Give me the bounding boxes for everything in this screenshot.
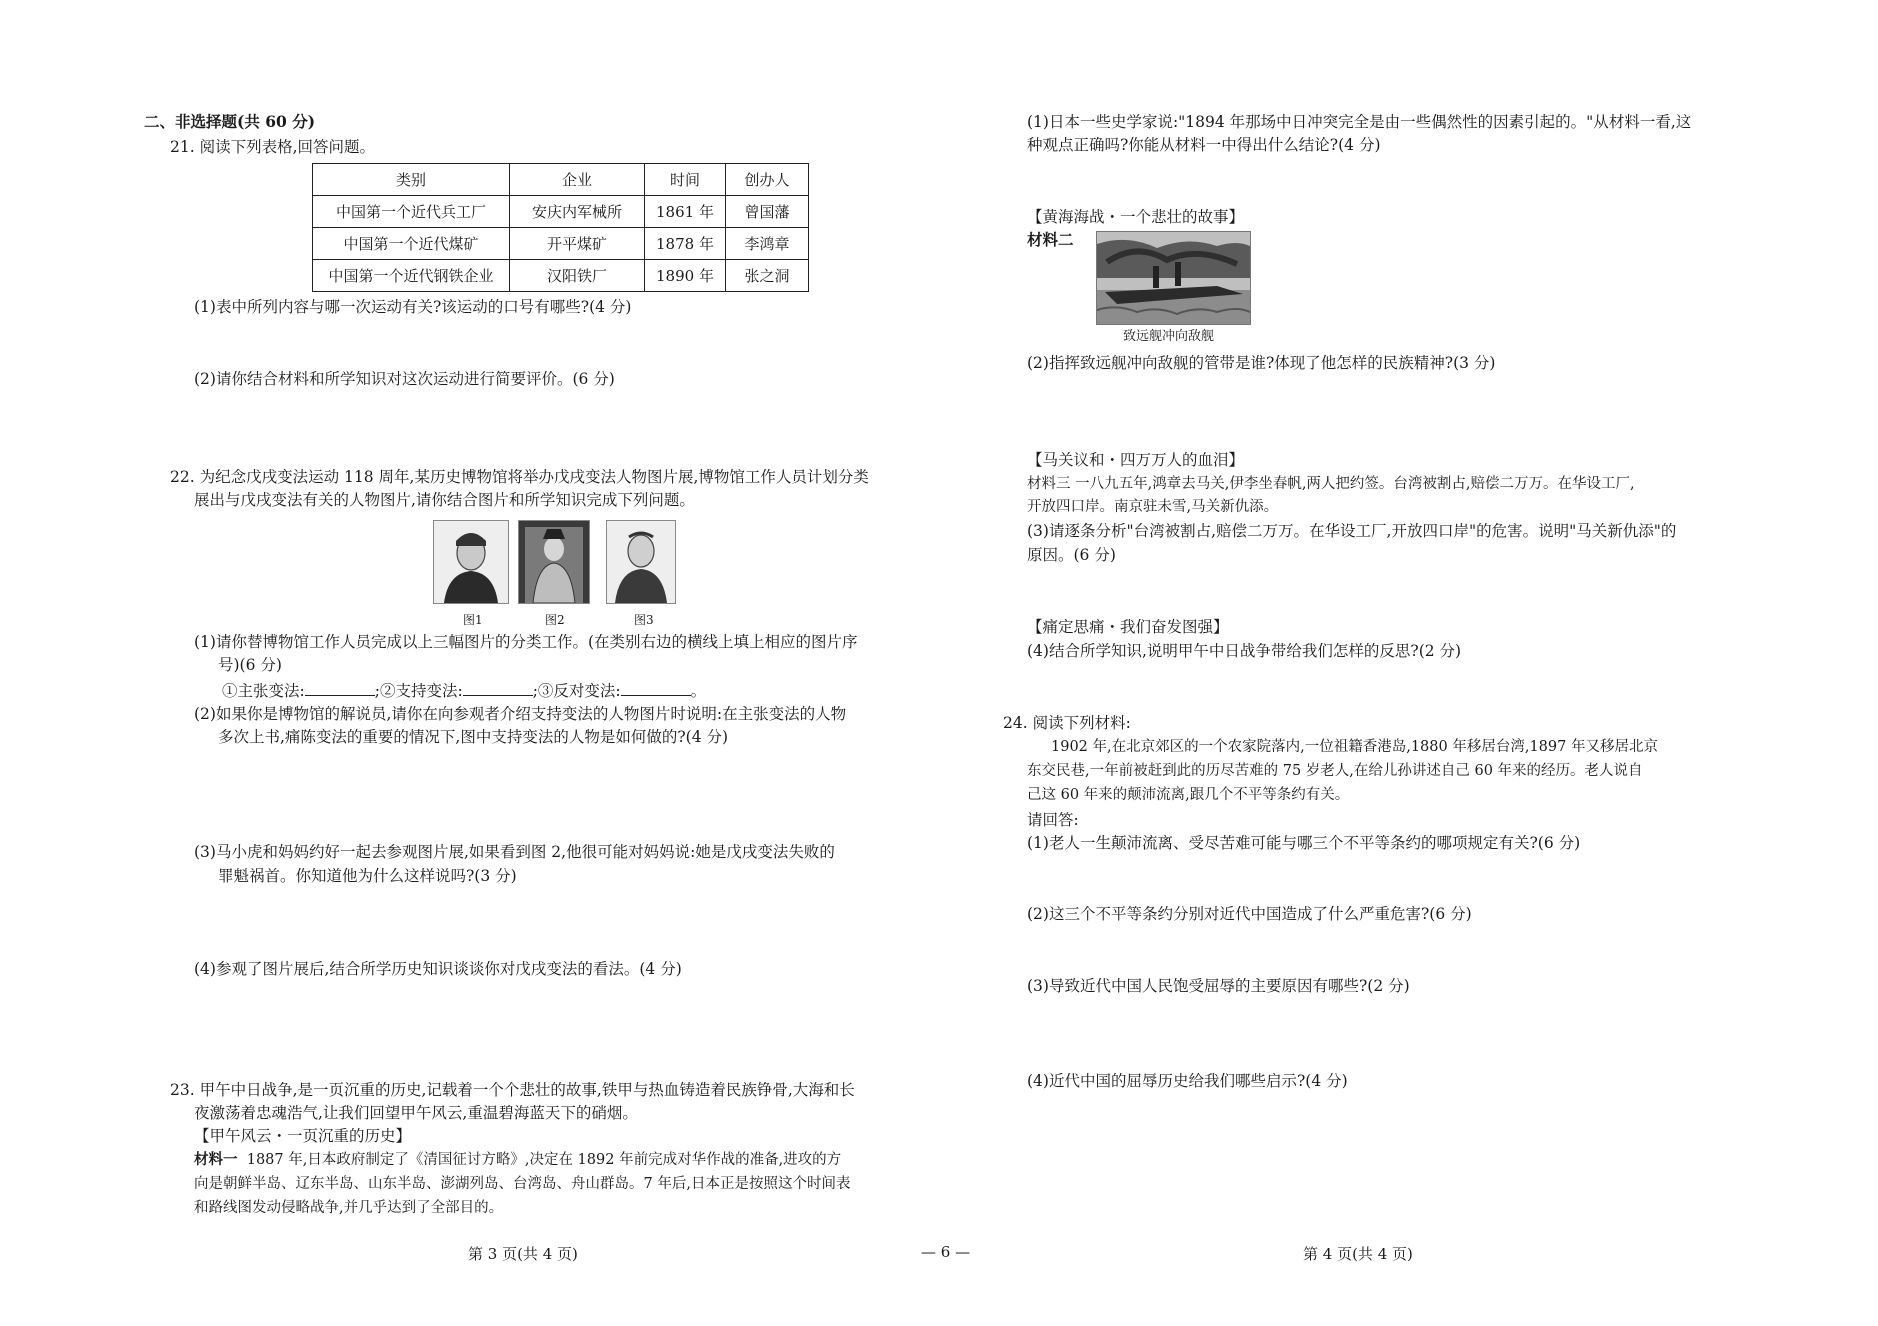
q24-stem: 24. 阅读下列材料: — [1003, 714, 1131, 732]
table-cell: 1890 年 — [645, 260, 726, 292]
blank-end: 。 — [690, 682, 707, 700]
section-title: 二、非选择题(共 60 分) — [144, 112, 316, 131]
q23-material1-line2: 向是朝鲜半岛、辽东半岛、山东半岛、澎湖列岛、台湾岛、舟山群岛。7 年后,日本正是按照这个时间表 — [194, 1176, 851, 1192]
q24-material-line1: 1902 年,在北京郊区的一个农家院落内,一位祖籍香港岛,1880 年移居台湾,1897 年又移居北京 — [1051, 739, 1658, 755]
answer-blank-3[interactable] — [621, 680, 691, 696]
table-cell: 中国第一个近代兵工厂 — [313, 196, 510, 228]
q23-line1: 23. 甲午中日战争,是一页沉重的历史,记载着一个个悲壮的故事,铁甲与热血铸造着民族铮骨,大海和长 — [170, 1081, 855, 1099]
material2-ship-image — [1096, 231, 1251, 325]
material2-caption: 致远舰冲向敌舰 — [1123, 329, 1215, 344]
q21-table — [312, 163, 809, 292]
q21-stem: 21. 阅读下列表格,回答问题。 — [170, 138, 376, 156]
table-cell: 李鸿章 — [726, 228, 809, 260]
q24-sub2: (2)这三个不平等条约分别对近代中国造成了什么严重危害?(6 分) — [1027, 905, 1472, 923]
material3-line1: 材料三 一八九五年,鸿章去马关,伊李坐春帆,两人把约签。台湾被割占,赔偿二万万。在华设工厂, — [1027, 476, 1635, 492]
q22-sub1-line2: 号)(6 分) — [218, 656, 282, 674]
figure-3-portrait — [606, 520, 676, 604]
q23-heading1: 【甲午风云・一页沉重的历史】 — [194, 1127, 412, 1145]
q22-line2: 展出与戊戌变法有关的人物图片,请你结合图片和所学知识完成下列问题。 — [194, 491, 695, 509]
material3-line2: 开放四口岸。南京驻未雪,马关新仇添。 — [1027, 499, 1279, 515]
q22-sub2-line2: 多次上书,痛陈变法的重要的情况下,图中支持变法的人物是如何做的?(4 分) — [218, 728, 729, 746]
q23-sub1-line2: 种观点正确吗?你能从材料一中得出什么结论?(4 分) — [1027, 136, 1381, 154]
q23-sub3-line1: (3)请逐条分析"台湾被割占,赔偿二万万。在华设工厂,开放四口岸"的危害。说明"马关新仇添"的 — [1027, 522, 1677, 540]
table-cell: 中国第一个近代煤矿 — [313, 228, 510, 260]
table-cell: 安庆内军械所 — [510, 196, 645, 228]
answer-blank-1[interactable] — [305, 680, 375, 696]
table-cell: 曾国藩 — [726, 196, 809, 228]
material2-label: 材料二 — [1027, 230, 1074, 249]
blank-label-1: ①主张变法: — [222, 682, 305, 700]
q22-sub2-line1: (2)如果你是博物馆的解说员,请你在向参观者介绍支持变法的人物图片时说明:在主张变法的人物 — [194, 705, 847, 723]
q24-material-line2: 东交民巷,一年前被赶到此的历尽苦难的 75 岁老人,在给儿孙讲述自己 60 年来的经历。老人说自 — [1027, 763, 1643, 779]
table-row — [313, 228, 809, 260]
table-cell: 张之洞 — [726, 260, 809, 292]
table-cell: 汉阳铁厂 — [510, 260, 645, 292]
q24-sub4: (4)近代中国的屈辱历史给我们哪些启示?(4 分) — [1027, 1072, 1348, 1090]
q22-fill-blanks — [222, 680, 706, 701]
figure-1-caption: 图1 — [463, 613, 483, 627]
figure-1-portrait — [433, 520, 509, 604]
table-header: 类别 — [313, 164, 510, 196]
q24-material-line3: 己这 60 年来的颠沛流离,跟几个不平等条约有关。 — [1027, 787, 1350, 803]
q23-heading4: 【痛定思痛・我们奋发图强】 — [1027, 618, 1229, 636]
table-cell: 开平煤矿 — [510, 228, 645, 260]
q23-heading3: 【马关议和・四万万人的血泪】 — [1027, 451, 1245, 469]
table-header: 创办人 — [726, 164, 809, 196]
table-cell: 1878 年 — [645, 228, 726, 260]
left-page-footer: 第 3 页(共 4 页) — [468, 1245, 578, 1263]
material1-text: 1887 年,日本政府制定了《清国征讨方略》,决定在 1892 年前完成对华作战的准备,进攻的方 — [246, 1152, 842, 1168]
q23-material1-line1 — [194, 1150, 841, 1170]
table-cell: 1861 年 — [645, 196, 726, 228]
right-page-footer: 第 4 页(共 4 页) — [1303, 1245, 1413, 1263]
q23-sub3-line2: 原因。(6 分) — [1027, 546, 1116, 564]
q23-line2: 夜激荡着忠魂浩气,让我们回望甲午风云,重温碧海蓝天下的硝烟。 — [194, 1104, 638, 1122]
q21-sub1: (1)表中所列内容与哪一次运动有关?该运动的口号有哪些?(4 分) — [194, 298, 632, 316]
center-page-number: — 6 — — [921, 1243, 971, 1261]
q22-line1: 22. 为纪念戊戌变法运动 118 周年,某历史博物馆将举办戊戌变法人物图片展,博物馆工作人员计划分类 — [170, 468, 869, 486]
table-header: 时间 — [645, 164, 726, 196]
table-header: 企业 — [510, 164, 645, 196]
figure-3-caption: 图3 — [634, 613, 654, 627]
q23-sub1-line1: (1)日本一些史学家说:"1894 年那场中日冲突完全是由一些偶然性的因素引起的。"从材料一看,这 — [1027, 113, 1692, 131]
q22-sub4: (4)参观了图片展后,结合所学历史知识谈谈你对戊戌变法的看法。(4 分) — [194, 960, 682, 978]
figure-2-portrait — [518, 520, 590, 604]
blank-label-2: ;②支持变法: — [374, 682, 463, 700]
table-row — [313, 260, 809, 292]
q22-sub1-line1: (1)请你替博物馆工作人员完成以上三幅图片的分类工作。(在类别右边的横线上填上相应的图片序 — [194, 633, 858, 651]
material1-label: 材料一 — [194, 1151, 238, 1168]
q23-heading2: 【黄海海战・一个悲壮的故事】 — [1027, 208, 1245, 226]
q22-sub3-line1: (3)马小虎和妈妈约好一起去参观图片展,如果看到图 2,他很可能对妈妈说:她是戊戌变法失败的 — [194, 843, 835, 861]
q23-sub2: (2)指挥致远舰冲向敌舰的管带是谁?体现了他怎样的民族精神?(3 分) — [1027, 354, 1496, 372]
q24-sub1: (1)老人一生颠沛流离、受尽苦难可能与哪三个不平等条约的哪项规定有关?(6 分) — [1027, 834, 1581, 852]
q24-please-answer: 请回答: — [1027, 811, 1079, 829]
figure-2-caption: 图2 — [545, 613, 565, 627]
q23-material1-line3: 和路线图发动侵略战争,并几乎达到了全部目的。 — [194, 1200, 504, 1216]
q21-sub2: (2)请你结合材料和所学知识对这次运动进行简要评价。(6 分) — [194, 370, 615, 388]
right-page — [939, 0, 1878, 1326]
q22-sub3-line2: 罪魁祸首。你知道他为什么这样说吗?(3 分) — [218, 867, 517, 885]
table-row — [313, 196, 809, 228]
table-cell: 中国第一个近代钢铁企业 — [313, 260, 510, 292]
answer-blank-2[interactable] — [463, 680, 533, 696]
blank-label-3: ;③反对变法: — [532, 682, 621, 700]
table-header-row — [313, 164, 809, 196]
q23-sub4: (4)结合所学知识,说明甲午中日战争带给我们怎样的反思?(2 分) — [1027, 642, 1462, 660]
q24-sub3: (3)导致近代中国人民饱受屈辱的主要原因有哪些?(2 分) — [1027, 977, 1410, 995]
